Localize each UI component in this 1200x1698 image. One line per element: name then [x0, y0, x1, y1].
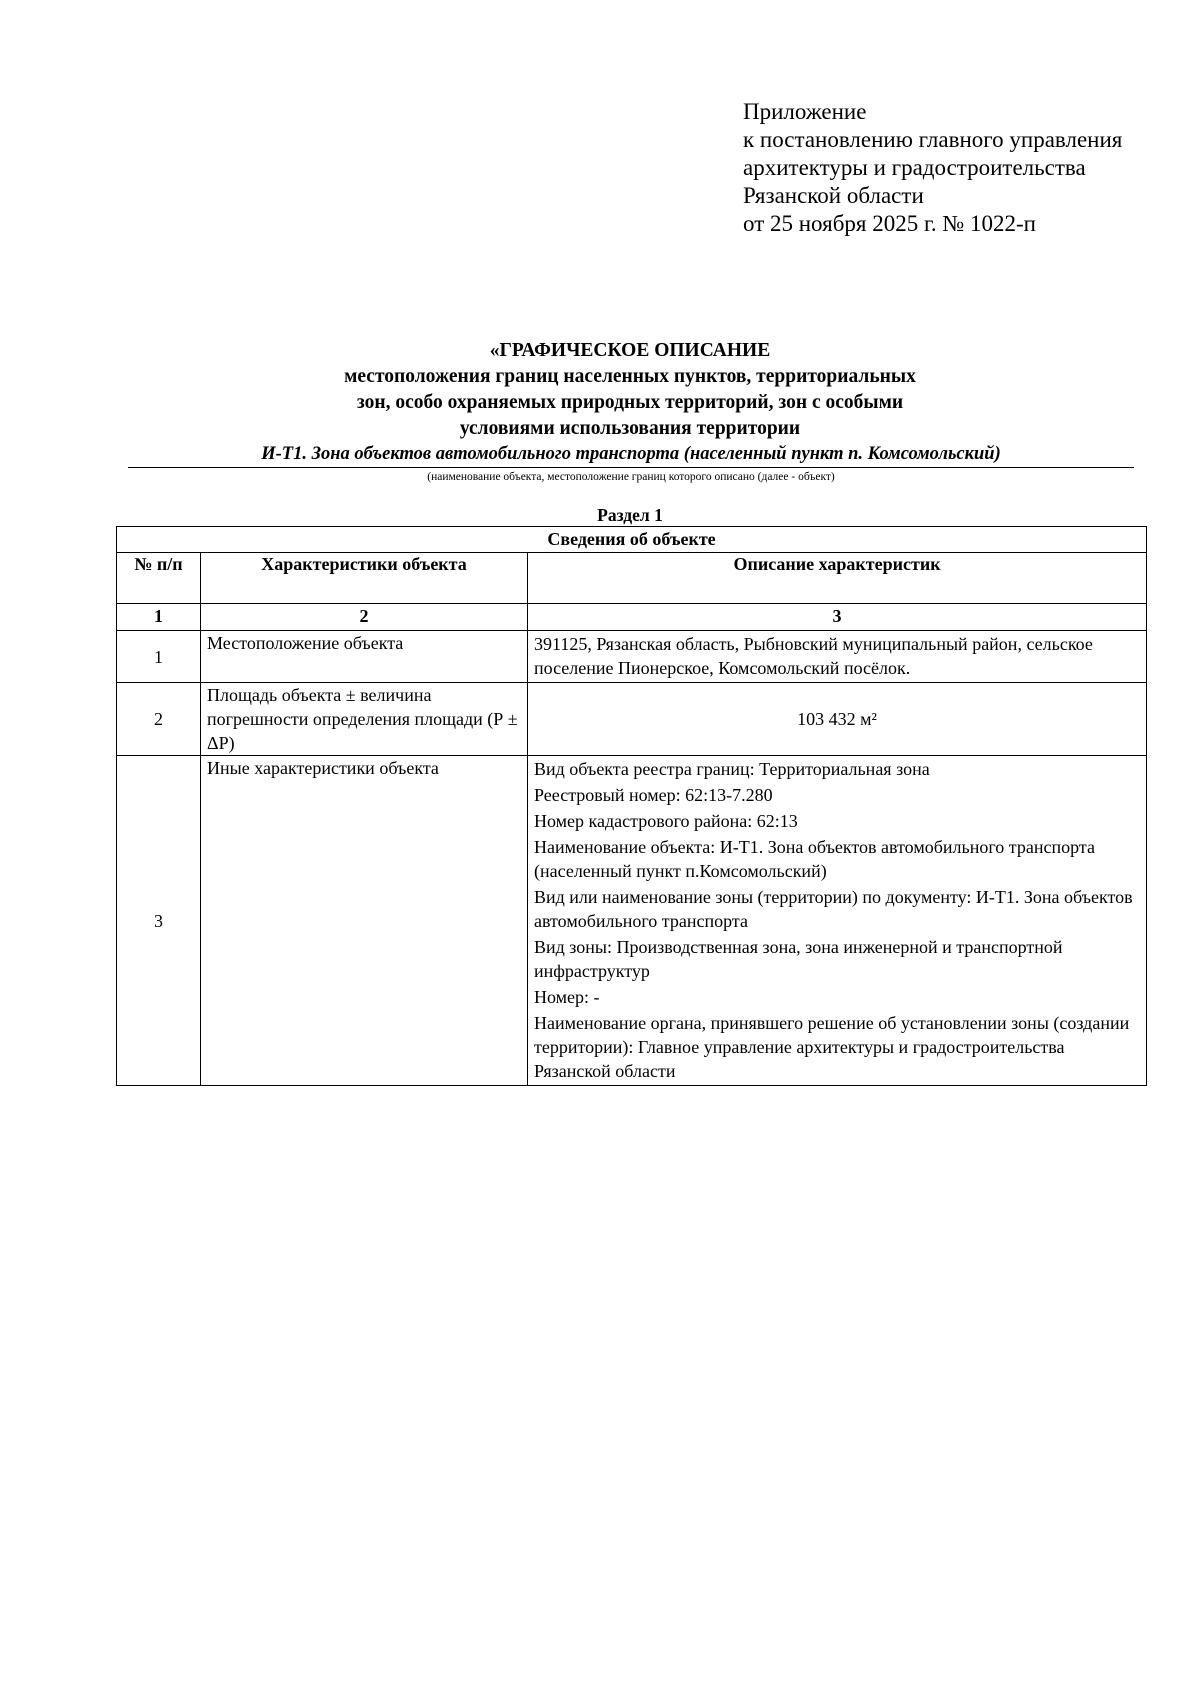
document-title: [115, 338, 1145, 442]
row-num: 3: [117, 756, 201, 1086]
title-line: условиями использования территории: [459, 418, 801, 439]
table-caption: Сведения об объекте: [117, 527, 1147, 553]
appendix-line: архитектуры и градостроительства: [743, 155, 1086, 180]
description-line: Вид объекта реестра границ: Территориальная зона: [534, 759, 930, 779]
table-row: [117, 683, 1147, 756]
row-description: 103 432 м²: [528, 683, 1147, 756]
title-line: зон, особо охраняемых природных территорий, зон с особыми: [356, 392, 904, 413]
row-characteristic: Местоположение объекта: [201, 631, 528, 683]
description-line: Наименование органа, принявшего решение об установлении зоны (создании территории): Главное управление архитектуры и градостроительства Рязанской области: [534, 1013, 1130, 1081]
object-name-underline: [128, 467, 1134, 468]
section-heading: Раздел 1: [597, 505, 663, 525]
row-num: 1: [117, 631, 201, 683]
column-number-row: [117, 604, 1147, 631]
object-name-note: (наименование объекта, местоположение границ которого описано (далее - объект): [427, 471, 835, 483]
description-line: Наименование объекта: И-Т1. Зона объектов автомобильного транспорта (населенный пункт п.Комсомольский): [534, 837, 1095, 881]
appendix-line: к постановлению главного управления: [743, 127, 1123, 152]
object-name: И-Т1. Зона объектов автомобильного транспорта (населенный пункт п. Комсомольский): [261, 444, 1001, 464]
title-line: местоположения границ населенных пунктов, территориальных: [344, 366, 916, 387]
table-caption-row: [117, 527, 1147, 553]
row-characteristic: Площадь объекта ± величина погрешности определения площади (Р ± ΔР): [201, 683, 528, 756]
title-line: «ГРАФИЧЕСКОЕ ОПИСАНИЕ: [489, 340, 771, 361]
table-row: [117, 631, 1147, 683]
column-number: 3: [528, 604, 1147, 631]
column-number: 1: [117, 604, 201, 631]
table-row: [117, 756, 1147, 1086]
header-description: Описание характеристик: [528, 553, 1147, 604]
description-line: Номер кадастрового района: 62:13: [534, 811, 798, 831]
description-line: Реестровый номер: 62:13-7.280: [534, 785, 773, 805]
row-description: [528, 756, 1147, 1086]
header-characteristics: Характеристики объекта: [201, 553, 528, 604]
object-info-table: [116, 526, 1147, 1086]
description-line: Номер: -: [534, 987, 600, 1007]
table-header-row: [117, 553, 1147, 604]
appendix-date-line: от 25 ноября 2025 г. № 1022-п: [743, 211, 1036, 236]
appendix-line: Рязанской области: [743, 183, 924, 208]
appendix-line: Приложение: [743, 99, 867, 124]
column-number: 2: [201, 604, 528, 631]
row-num: 2: [117, 683, 201, 756]
header-num: № п/п: [117, 553, 201, 604]
appendix-header: [743, 98, 1122, 238]
description-line: Вид зоны: Производственная зона, зона инженерной и транспортной инфраструктур: [534, 937, 1063, 981]
row-description: 391125, Рязанская область, Рыбновский муниципальный район, сельское поселение Пионерское, Комсомольский посёлок.: [528, 631, 1147, 683]
row-characteristic: Иные характеристики объекта: [201, 756, 528, 1086]
description-line: Вид или наименование зоны (территории) по документу: И-Т1. Зона объектов автомобильного транспорта: [534, 887, 1133, 931]
